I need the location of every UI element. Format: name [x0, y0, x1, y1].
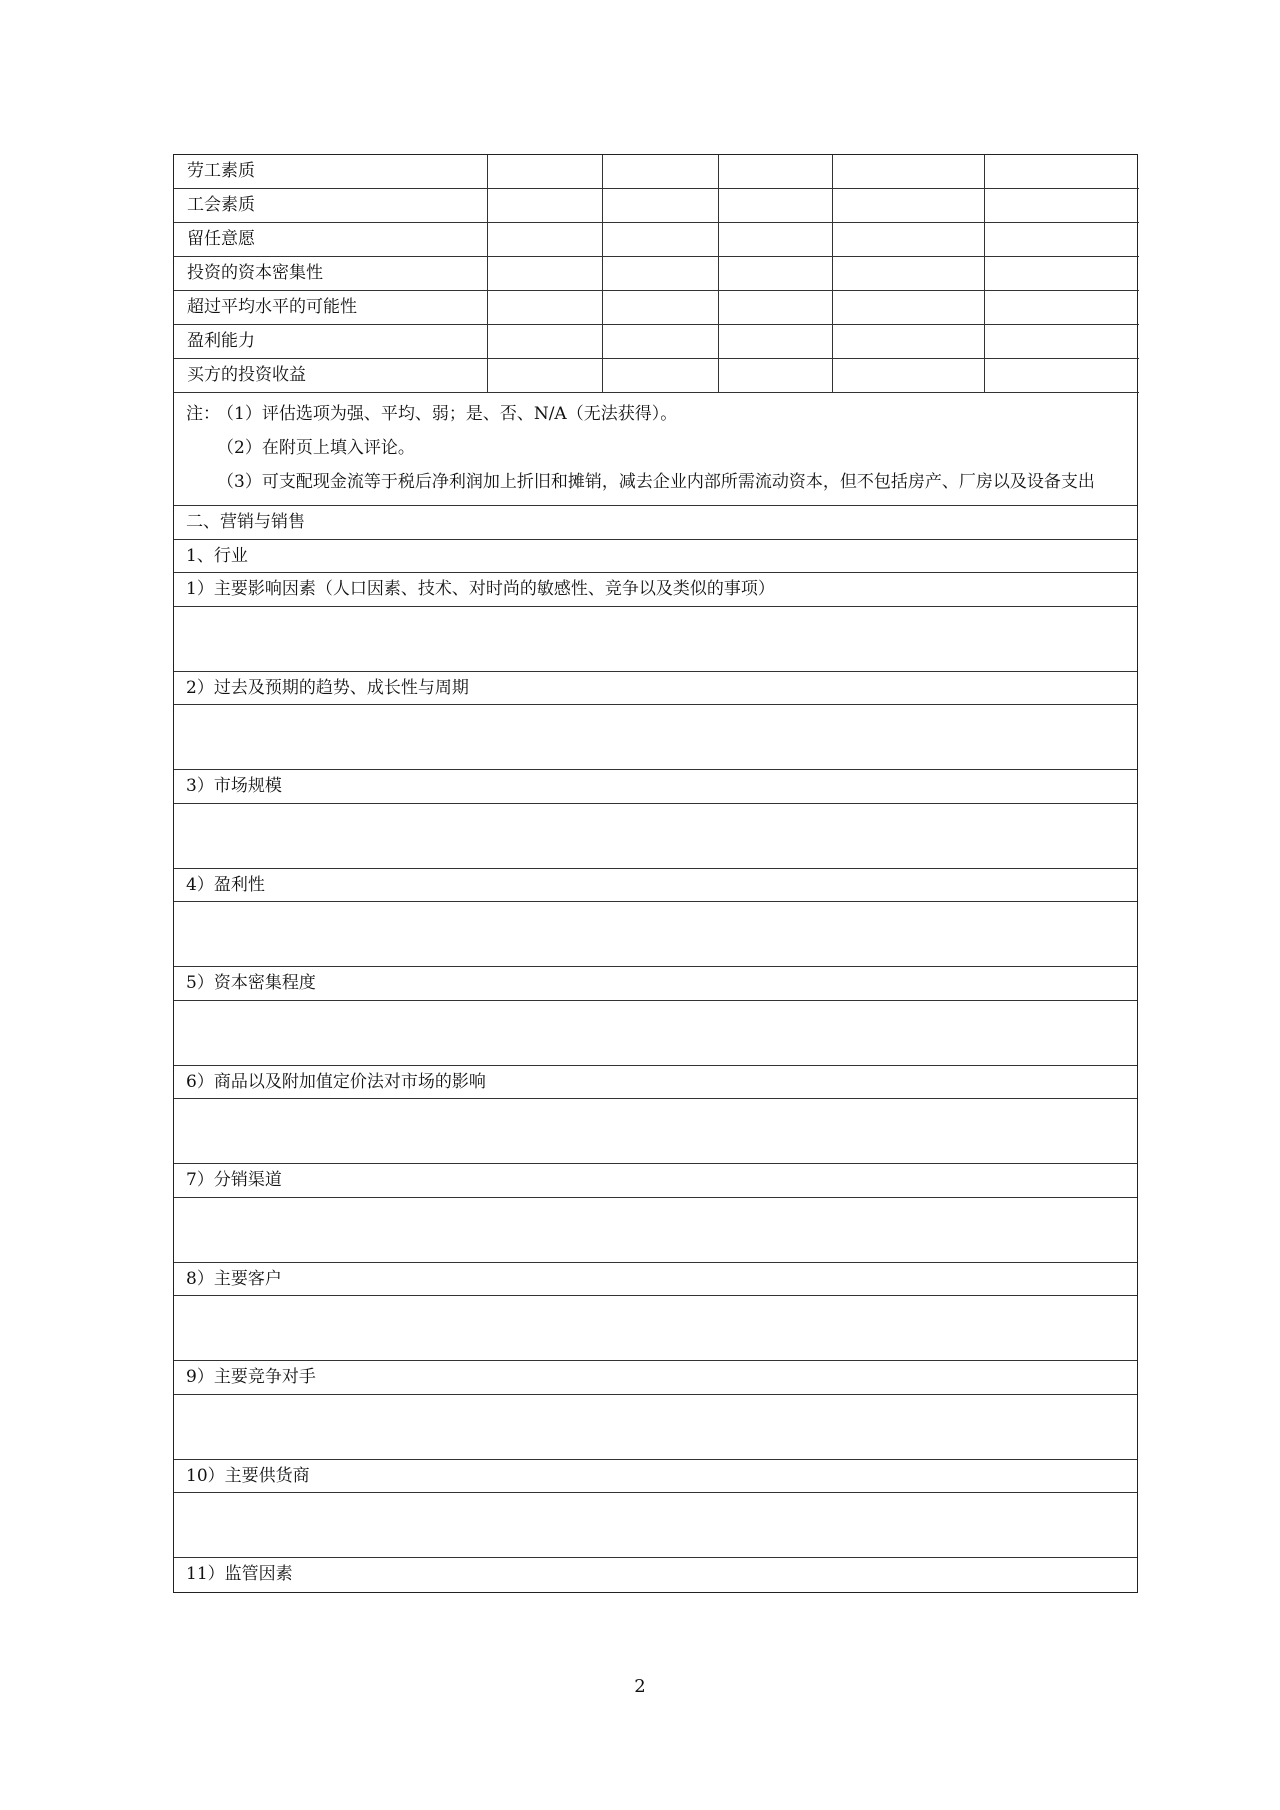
item-heading: 9）主要竞争对手 — [174, 1361, 1137, 1395]
answer-field[interactable] — [174, 1198, 1137, 1263]
note-item: （3）可支配现金流等于税后净利润加上折旧和摊销，减去企业内部所需流动资本，但不包括房产、厂房以及设备支出 — [217, 472, 1095, 492]
table-row — [174, 325, 1139, 359]
rating-cell — [487, 325, 602, 359]
row-label: 劳工素质 — [174, 155, 487, 189]
rating-cell — [718, 223, 832, 257]
table-row — [174, 257, 1139, 291]
rating-cell — [832, 223, 984, 257]
evaluation-table — [174, 155, 1139, 393]
answer-field[interactable] — [174, 902, 1137, 967]
note-item: （1）评估选项为强、平均、弱；是、否、N/A（无法获得）。 — [217, 404, 678, 424]
answer-field[interactable] — [174, 1395, 1137, 1460]
item-heading: 2）过去及预期的趋势、成长性与周期 — [174, 672, 1137, 706]
form-table — [173, 154, 1138, 1593]
answer-field[interactable] — [174, 1296, 1137, 1361]
rating-cell — [602, 359, 718, 393]
section-title: 二、营销与销售 — [174, 506, 1137, 540]
item-heading: 11）监管因素 — [186, 1564, 293, 1584]
answer-field[interactable] — [174, 1001, 1137, 1066]
rating-cell — [487, 189, 602, 223]
rating-cell — [984, 189, 1139, 223]
rating-cell — [487, 291, 602, 325]
rating-cell — [984, 291, 1139, 325]
answer-field[interactable] — [174, 1099, 1137, 1164]
item-heading: 3）市场规模 — [174, 770, 1137, 804]
rating-cell — [602, 257, 718, 291]
note-line — [186, 431, 1129, 465]
table-row — [174, 291, 1139, 325]
answer-field[interactable] — [174, 607, 1137, 672]
rating-cell — [487, 155, 602, 189]
rating-cell — [602, 325, 718, 359]
item-heading: 8）主要客户 — [174, 1263, 1137, 1297]
note-line — [186, 397, 1129, 431]
rating-cell — [832, 325, 984, 359]
item-heading: 10）主要供货商 — [174, 1460, 1137, 1494]
notes-prefix: 注： — [186, 404, 220, 424]
rating-cell — [487, 223, 602, 257]
rating-cell — [718, 359, 832, 393]
note-line — [186, 465, 1129, 499]
table-row — [174, 155, 1139, 189]
rating-cell — [718, 189, 832, 223]
table-row — [174, 359, 1139, 393]
row-label: 买方的投资收益 — [174, 359, 487, 393]
subsection-title: 1、行业 — [174, 540, 1137, 574]
rating-cell — [487, 359, 602, 393]
row-label: 留任意愿 — [174, 223, 487, 257]
rating-cell — [984, 359, 1139, 393]
answer-field[interactable] — [174, 804, 1137, 869]
rating-cell — [984, 325, 1139, 359]
row-label: 投资的资本密集性 — [174, 257, 487, 291]
rating-cell — [984, 155, 1139, 189]
table-row — [174, 223, 1139, 257]
rating-cell — [832, 189, 984, 223]
table-row — [174, 189, 1139, 223]
rating-cell — [718, 155, 832, 189]
rating-cell — [832, 155, 984, 189]
rating-cell — [602, 291, 718, 325]
item-heading: 6）商品以及附加值定价法对市场的影响 — [174, 1066, 1137, 1100]
rating-cell — [832, 257, 984, 291]
item-heading: 4）盈利性 — [174, 869, 1137, 903]
note-item: （2）在附页上填入评论。 — [217, 438, 415, 458]
answer-field[interactable] — [174, 1493, 1137, 1558]
row-label: 盈利能力 — [174, 325, 487, 359]
rating-cell — [832, 359, 984, 393]
rating-cell — [602, 223, 718, 257]
item-heading: 7）分销渠道 — [174, 1164, 1137, 1198]
row-label: 工会素质 — [174, 189, 487, 223]
rating-cell — [832, 291, 984, 325]
item-heading: 5）资本密集程度 — [174, 967, 1137, 1001]
notes-block — [174, 393, 1137, 506]
rating-cell — [718, 325, 832, 359]
rating-cell — [718, 257, 832, 291]
item-heading: 1）主要影响因素（人口因素、技术、对时尚的敏感性、竞争以及类似的事项） — [174, 573, 1137, 607]
page-number: 2 — [634, 1676, 646, 1697]
row-label: 超过平均水平的可能性 — [174, 291, 487, 325]
rating-cell — [984, 223, 1139, 257]
rating-cell — [602, 189, 718, 223]
rating-cell — [602, 155, 718, 189]
rating-cell — [718, 291, 832, 325]
rating-cell — [487, 257, 602, 291]
answer-field[interactable] — [174, 705, 1137, 770]
rating-cell — [984, 257, 1139, 291]
